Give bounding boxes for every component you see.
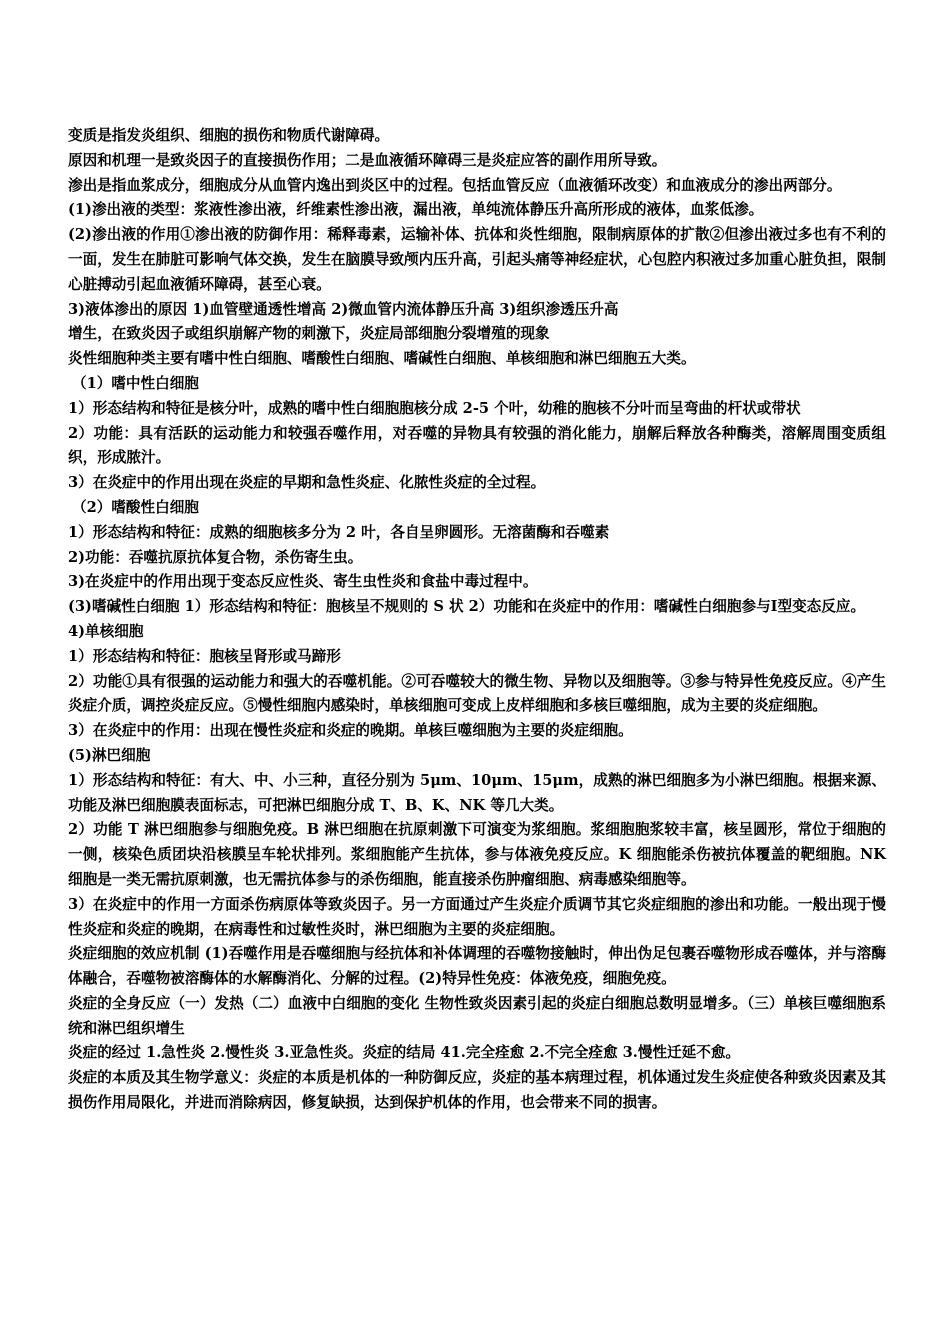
paragraph: 2）功能 T 淋巴细胞参与细胞免疫。B 淋巴细胞在抗原刺激下可演变为浆细胞。浆细胞胞浆较丰富，核呈圆形，常位于细胞的一侧，核染色质团块沿核膜呈车轮状排列。浆细胞能产生抗体，参与体液免疫反应。K 细胞能杀伤被抗体覆盖的靶细胞。NK 细胞是一类无需抗原刺激，也无需抗体参与的杀伤细胞，能直接杀伤肿瘤细胞、病毒感染细胞等。 (68, 821, 886, 888)
paragraph: 3)在炎症中的作用出现于变态反应性炎、寄生虫性炎和食盐中毒过程中。 (68, 573, 538, 591)
paragraph: 炎症的本质及其生物学意义：炎症的本质是机体的一种防御反应，炎症的基本病理过程，机体通过发生炎症使各种致炎因素及其损伤作用局限化，并进而消除病因，修复缺损，达到保护机体的作用，也会带来不同的损害。 (68, 1069, 886, 1112)
paragraph: 1）形态结构和特征：成熟的细胞核多分为 2 叶，各自呈卵圆形。无溶菌酶和吞噬素 (68, 523, 610, 541)
paragraph: (2)渗出液的作用①渗出液的防御作用：稀释毒素，运输补体、抗体和炎性细胞，限制病原体的扩散②但渗出液过多也有不利的一面，发生在肺脏可影响气体交换，发生在脑膜导致颅内压升高，引起头痛等神经症状，心包腔内积液过多加重心脏负担，限制心脏搏动引起血液循环障碍，甚至心衰。 (68, 226, 886, 293)
paragraph: (3)嗜碱性白细胞 1）形态结构和特征：胞核呈不规则的 S 状 2）功能和在炎症中的作用：嗜碱性白细胞参与Ⅰ型变态反应。 (68, 598, 866, 616)
paragraph: 渗出是指血浆成分，细胞成分从血管内逸出到炎区中的过程。包括血管反应（血液循环改变）和血液成分的渗出两部分。 (68, 176, 842, 194)
section-heading: 4)单核细胞 (68, 622, 144, 640)
paragraph: 2）功能①具有很强的运动能力和强大的吞噬机能。②可吞噬较大的微生物、异物以及细胞等。③参与特异性免疫反应。④产生炎症介质，调控炎症反应。⑤慢性细胞内感染时，单核细胞可变成上皮样细胞和多核巨噬细胞，成为主要的炎症细胞。 (68, 672, 886, 715)
paragraph: 1）形态结构和特征：有大、中、小三种，直径分别为 5μm、10μm、15μm，成熟的淋巴细胞多为小淋巴细胞。根据来源、功能及淋巴细胞膜表面标志，可把淋巴细胞分成 T、B、K、NK 等几大类。 (68, 771, 886, 814)
paragraph: 炎症细胞的效应机制 (1)吞噬作用是吞噬细胞与经抗体和补体调理的吞噬物接触时，伸出伪足包裹吞噬物形成吞噬体，并与溶酶体融合，吞噬物被溶酶体的水解酶消化、分解的过程。(2)特异性免疫：体液免疫，细胞免疫。 (68, 945, 886, 988)
document-body (68, 124, 886, 1116)
paragraph: 2)功能：吞噬抗原抗体复合物，杀伤寄生虫。 (68, 548, 363, 566)
paragraph: 1）形态结构和特征：胞核呈肾形或马蹄形 (68, 647, 341, 665)
paragraph: 变质是指发炎组织、细胞的损伤和物质代谢障碍。 (68, 127, 390, 144)
section-heading: （2）嗜酸性白细胞 (72, 498, 199, 516)
paragraph: (1)渗出液的类型：浆液性渗出液，纤维素性渗出液，漏出液，单纯流体静压升高所形成的液体，血浆低渗。 (68, 201, 764, 219)
paragraph: 原因和机理一是致炎因子的直接损伤作用；二是血液循环障碍三是炎症应答的副作用所导致。 (68, 151, 667, 169)
paragraph: 2）功能：具有活跃的运动能力和较强吞噬作用，对吞噬的异物具有较强的消化能力，崩解后释放各种酶类，溶解周围变质组织，形成脓汁。 (68, 424, 886, 467)
paragraph: 炎性细胞种类主要有嗜中性白细胞、嗜酸性白细胞、嗜碱性白细胞、单核细胞和淋巴细胞五大类。 (68, 350, 696, 368)
section-heading: （1）嗜中性白细胞 (72, 374, 199, 392)
section-heading: (5)淋巴细胞 (68, 746, 151, 764)
paragraph: 3）在炎症中的作用：出现在慢性炎症和炎症的晚期。单核巨噬细胞为主要的炎症细胞。 (68, 722, 633, 740)
paragraph: 增生，在致炎因子或组织崩解产物的刺激下，炎症局部细胞分裂增殖的现象 (68, 325, 550, 343)
paragraph: 3）在炎症中的作用出现在炎症的早期和急性炎症、化脓性炎症的全过程。 (68, 474, 546, 492)
paragraph: 3)液体渗出的原因 1)血管壁通透性增高 2)微血管内流体静压升高 3)组织渗透压升高 (68, 300, 619, 318)
paragraph: 3）在炎症中的作用一方面杀伤病原体等致炎因子。另一方面通过产生炎症介质调节其它炎症细胞的渗出和功能。一般出现于慢性炎症和炎症的晚期，在病毒性和过敏性炎时，淋巴细胞为主要的炎症细胞。 (68, 895, 886, 938)
paragraph: 炎症的经过 1.急性炎 2.慢性炎 3.亚急性炎。炎症的结局 41.完全痊愈 2.不完全痊愈 3.慢性迁延不愈。 (68, 1044, 741, 1062)
paragraph: 1）形态结构和特征是核分叶，成熟的嗜中性白细胞胞核分成 2-5 个叶，幼稚的胞核不分叶而呈弯曲的杆状或带状 (68, 399, 801, 417)
paragraph: 炎症的全身反应（一）发热（二）血液中白细胞的变化 生物性致炎因素引起的炎症白细胞总数明显增多。（三）单核巨噬细胞系统和淋巴组织增生 (68, 994, 886, 1037)
